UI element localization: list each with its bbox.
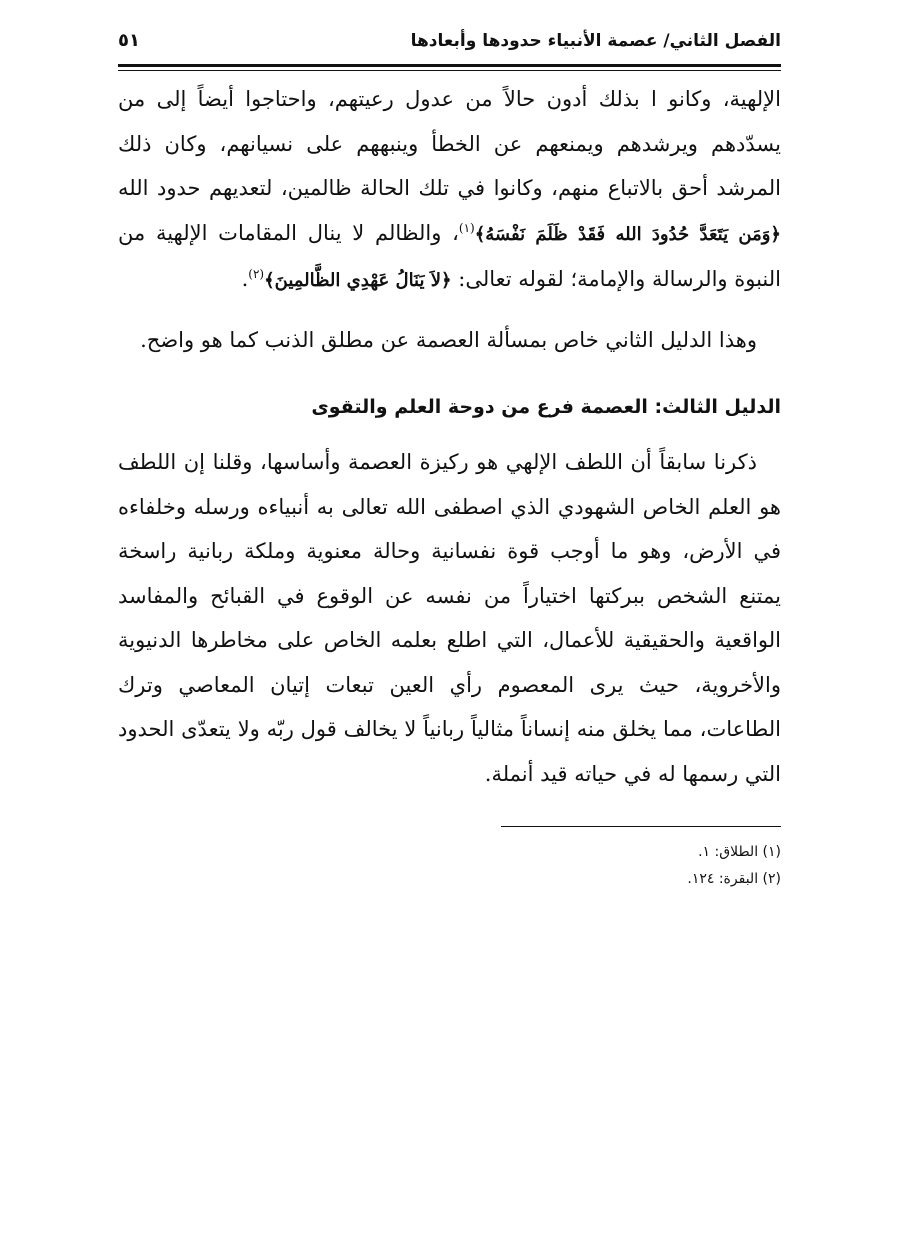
footnote-reference: (٢) [248,267,265,281]
footnotes [118,839,781,893]
paragraph-text: . [241,267,249,291]
body-text [118,77,781,796]
chapter-title: الفصل الثاني/ عصمة الأنبياء حدودها وأبعادها [410,31,781,51]
footnote-item: (١) الطلاق: ١. [698,844,781,860]
paragraph-text: ، والظالم لا ينال المقامات الإلهية من النبوة والرسالة والإمامة؛ لقوله تعالى: [118,220,781,291]
running-header [118,30,781,64]
header-rule-thin [118,70,781,71]
paragraph-third-proof: ذكرنا سابقاً أن اللطف الإلهي هو ركيزة العصمة وأساسها، وقلنا إن اللطف هو العلم الخاص الشهودي الذي اصطفى الله تعالى به أنبياءه ورسله وخلفاءه في الأرض، وهو ما أوجب قوة نفسانية وحالة معنوية وملكة ربانية راسخة يمتنع الشخص ببركتها اختياراً من نفسه عن الوقوع في القبائح والمفاسد الواقعية والحقيقية للأعمال، التي اطلع بعلمه الخاص على مخاطرها الدنيوية والأخروية، حيث يرى المعصوم رأي العين تبعات إتيان المعاصي وترك الطاعات، مما يخلق منه إنساناً مثالياً ربانياً لا يخالف قول ربّه ولا يتعدّى الحدود التي رسمها له في حياته قيد أنملة. [118,450,781,786]
paragraph-continued [118,77,781,304]
paragraph-second-proof-note: وهذا الدليل الثاني خاص بمسألة العصمة عن مطلق الذنب كما هو واضح. [140,327,757,352]
quran-verse: ﴿لاَ يَنَالُ عَهْدِي الظَّالمِينَ﴾ [264,270,452,291]
section-heading: الدليل الثالث: العصمة فرع من دوحة العلم والتقوى [311,396,781,418]
quran-verse: ﴿وَمَن يَتَعَدَّ حُدُودَ الله فَقَدْ ظَلَمَ نَفْسَهُ﴾ [474,223,781,245]
page-number: ٥١ [118,30,140,51]
footnote-reference: (١) [458,220,475,235]
header-rule-thick [118,64,781,67]
footnote-item: (٢) البقرة: ١٢٤. [687,871,781,887]
book-page [118,30,781,1180]
footnote-separator [501,826,781,827]
paragraph-text: الإلهية، وكانو ا بذلك أدون حالاً من عدول رعيتهم، واحتاجوا أيضاً إلى من يسدّدهم ويرشدهم ويمنعهم عن الخطأ وينبههم على نسيانهم، وكان ذلك المرشد أحق بالاتباع منهم، وكانوا في تلك الحالة ظالمين، لتعديهم حدود الله [118,87,781,200]
